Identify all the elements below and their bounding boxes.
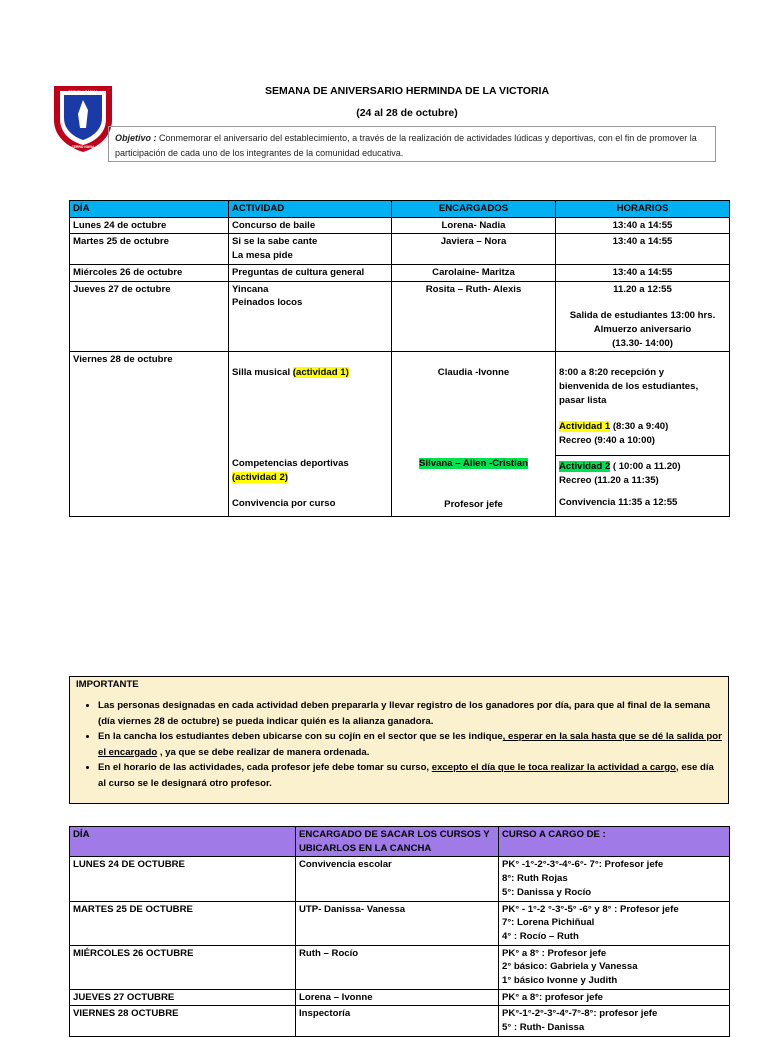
time-line: Almuerzo aniversario [593, 323, 692, 335]
activity-name: Convivencia por curso [232, 498, 336, 510]
svg-text:ESCUELA BÁSICA: ESCUELA BÁSICA [68, 90, 98, 94]
svg-text:CERRO NAVIA: CERRO NAVIA [71, 145, 95, 149]
objective-box [108, 126, 716, 162]
cell-day: JUEVES 27 OCTUBRE [70, 989, 296, 1006]
table-row [70, 989, 730, 1006]
courses-table [69, 826, 730, 1037]
activity-line: Yincana [232, 283, 269, 295]
header-activity: ACTIVIDAD [229, 201, 392, 218]
objective-label: Objetivo : [115, 133, 157, 143]
cell-day: Jueves 27 de octubre [70, 281, 229, 352]
cell-manager: Ruth – Rocío [296, 945, 499, 989]
cell-activity [229, 234, 392, 264]
important-text: , esperar en la sala hasta que se dé la salida por el encargado [98, 731, 722, 758]
cell-managers [392, 456, 556, 517]
cell-activity: Preguntas de cultura general [229, 264, 392, 281]
cell-day: Viernes 28 de octubre [70, 352, 229, 517]
time-line: 8:00 a 8:20 recepción y [559, 367, 665, 379]
table-row [70, 945, 730, 989]
time-line: Recreo (9:40 a 10:00) [559, 435, 655, 447]
cell-course [499, 857, 730, 901]
cell-day: Lunes 24 de octubre [70, 217, 229, 234]
activity-tag: (actividad 1) [292, 367, 349, 379]
cell-time [556, 281, 730, 352]
managers-line: Silvana – Allen -Cristian [419, 457, 528, 469]
page-subtitle: (24 al 28 de octubre) [356, 107, 458, 119]
cell-manager: Lorena – Ivonne [296, 989, 499, 1006]
cell-time [556, 456, 730, 517]
cell-managers: Rosita – Ruth- Alexis [392, 281, 556, 352]
objective-text: Conmemorar el aniversario del establecimiento, a través de la realización de actividades lúdicas y deportivas, con el fin de promover la participación de cada uno de los integrantes de la comunidad educativa. [115, 133, 697, 158]
course-line: 7°: Lorena Pichiñual [502, 917, 595, 929]
cell-time: 13:40 a 14:55 [556, 217, 730, 234]
course-line: 1° básico Ivonne y Judith [502, 975, 618, 987]
table-row [70, 264, 730, 281]
activity-line: La mesa pide [232, 250, 293, 262]
list-item [98, 760, 722, 791]
important-text: excepto el día que le toca realizar la actividad a cargo [431, 762, 676, 773]
managers-line: Claudia -Ivonne [437, 367, 510, 379]
table-row [70, 352, 730, 456]
table-header-row [70, 201, 730, 218]
cell-time [556, 352, 730, 456]
cell-manager: UTP- Danissa- Vanessa [296, 901, 499, 945]
table-row [70, 281, 730, 352]
course-line: 4° : Rocío – Ruth [502, 930, 579, 942]
table-row [70, 1006, 730, 1036]
table-row [70, 234, 730, 264]
time-line: 11.20 a 12:55 [613, 283, 672, 295]
time-line: pasar lista [559, 394, 607, 406]
activity-line: Peinados locos [232, 297, 303, 309]
cell-managers [392, 352, 556, 456]
cell-day: VIERNES 28 OCTUBRE [70, 1006, 296, 1036]
activity-line: Si se la sabe cante [232, 236, 318, 248]
activity-tag: (actividad 2) [232, 471, 288, 483]
table-row [70, 857, 730, 901]
time-line: Recreo (11.20 a 11:35) [559, 475, 659, 487]
time-line: Salida de estudiantes 13:00 hrs. [569, 310, 716, 322]
important-text: En la cancha los estudiantes deben ubicarse con su cojín en el sector que se les indique [98, 731, 503, 742]
cell-activity: Concurso de baile [229, 217, 392, 234]
course-line: 5°: Danissa y Rocío [502, 886, 592, 898]
time-line: Convivencia 11:35 a 12:55 [559, 496, 678, 508]
header-course: CURSO A CARGO DE : [499, 827, 730, 857]
important-text: , ese día al curso se le designará otro profesor. [98, 762, 714, 789]
cell-day: Miércoles 26 de octubre [70, 264, 229, 281]
activity-tag: Actividad 1 [559, 421, 611, 433]
time-line: bienvenida de los estudiantes, [559, 381, 699, 393]
cell-day: MIÉRCOLES 26 OCTUBRE [70, 945, 296, 989]
important-text: En el horario de las actividades, cada profesor jefe debe tomar su curso, [98, 762, 432, 773]
cell-managers: Lorena- Nadia [392, 217, 556, 234]
time-line: (13.30- 14:00) [612, 337, 673, 349]
cell-day: MARTES 25 DE OCTUBRE [70, 901, 296, 945]
cell-manager: Convivencia escolar [296, 857, 499, 901]
cell-day: Martes 25 de octubre [70, 234, 229, 264]
list-item [98, 698, 722, 729]
managers-line: Profesor jefe [444, 498, 503, 510]
header-day: DÍA [70, 201, 229, 218]
cell-activity [229, 456, 392, 517]
cell-time: 13:40 a 14:55 [556, 234, 730, 264]
course-line: 5° : Ruth- Danissa [502, 1022, 585, 1034]
activity-name: Silla musical [232, 367, 293, 379]
cell-course [499, 945, 730, 989]
important-text: Las personas designadas en cada actividad deben prepararla y llevar registro de los ganadores por día, para que al final de la semana (día viernes 28 de octubre) se pueda indicar quién es la alianza ganadora. [98, 700, 711, 727]
cell-activity [229, 281, 392, 352]
cell-managers: Carolaine- Maritza [392, 264, 556, 281]
list-item [98, 729, 722, 760]
table-row [70, 217, 730, 234]
header-times: HORARIOS [556, 201, 730, 218]
page-title: SEMANA DE ANIVERSARIO HERMINDA DE LA VICTORIA [264, 85, 550, 97]
cell-time: 13:40 a 14:55 [556, 264, 730, 281]
cell-course [499, 989, 730, 1006]
time-line: ( 10:00 a 11.20) [610, 461, 681, 473]
schedule-table [69, 200, 730, 517]
important-title: IMPORTANTE [76, 679, 139, 690]
cell-manager: Inspectoría [296, 1006, 499, 1036]
table-header-row [70, 827, 730, 857]
cell-course [499, 901, 730, 945]
header-managers: ENCARGADOS [392, 201, 556, 218]
cell-day: LUNES 24 DE OCTUBRE [70, 857, 296, 901]
course-line: 2° básico: Gabriela y Vanessa [502, 961, 638, 973]
cell-managers: Javiera – Nora [392, 234, 556, 264]
course-line: 8°: Ruth Rojas [502, 873, 568, 885]
course-line: PK° a 8°: profesor jefe [502, 991, 603, 1003]
cell-activity [229, 352, 392, 456]
course-line: PK° a 8° : Profesor jefe [502, 947, 607, 959]
cell-course [499, 1006, 730, 1036]
activity-name: Competencias deportivas [232, 457, 349, 469]
important-text: , ya que se debe realizar de manera ordenada. [157, 746, 370, 758]
course-line: PK° -1°-2°-3°-4°-6°- 7°: Profesor jefe [502, 859, 664, 871]
header-manager: ENCARGADO DE SACAR LOS CURSOS Y UBICARLOS EN LA CANCHA [296, 827, 499, 857]
course-line: PK°-1°-2°-3°-4°-7°-8°: profesor jefe [502, 1008, 658, 1020]
header-day: DÍA [70, 827, 296, 857]
important-box [69, 676, 729, 804]
time-line: (8:30 a 9:40) [610, 421, 669, 433]
activity-tag: Actividad 2 [559, 461, 611, 473]
table-row [70, 901, 730, 945]
important-list [76, 698, 722, 791]
course-line: PK° - 1°-2 °-3°-5° -6° y 8° : Profesor jefe [502, 903, 679, 915]
